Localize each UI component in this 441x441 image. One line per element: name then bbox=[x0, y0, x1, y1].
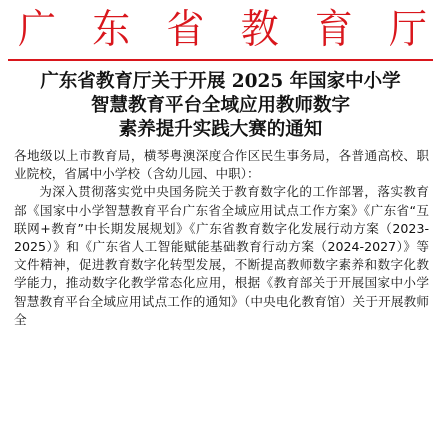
masthead-char: 省 bbox=[166, 5, 205, 53]
masthead-char: 育 bbox=[314, 5, 353, 53]
title-line: 素养提升实践大赛的通知 bbox=[118, 119, 323, 140]
masthead bbox=[0, 4, 441, 58]
masthead-title bbox=[0, 4, 441, 54]
masthead-char: 东 bbox=[92, 5, 131, 53]
title-line: 广东省教育厅关于开展 2025 年国家中小学 bbox=[40, 71, 401, 92]
body-paragraph: 为深入贯彻落实党中央国务院关于教育数字化的工作部署，落实教育部《国家中小学智慧教育平台广东省全域应用试点工作方案》《广东省“互联网+教育”中长期发展规划》《广东省教育数字化发展行动方案（2023-2025）》和《广东省人工智能赋能基础教育行动方案（2024-2027）》等文件精神，促进教育数字化转型发展，不断提高教师数字素养和数字化教学能力，推动数字化教学常态化应用，根据《教育部关于开展国家中小学智慧教育平台全域应用试点工作的通知》（中央电化教育馆）关于开展教师全 bbox=[14, 184, 429, 327]
salutation: 各地级以上市教育局，横琴粤澳深度合作区民生事务局，各普通高校、职业院校，省属中小学校（含幼儿园、中职）： bbox=[14, 148, 429, 182]
masthead-red-rule bbox=[8, 59, 433, 61]
masthead-char: 广 bbox=[18, 5, 57, 53]
masthead-char: 厅 bbox=[388, 5, 427, 53]
document-body bbox=[14, 147, 429, 329]
document-title bbox=[10, 70, 431, 142]
masthead-char: 教 bbox=[240, 5, 279, 53]
title-line: 智慧教育平台全域应用教师数字 bbox=[90, 95, 350, 116]
